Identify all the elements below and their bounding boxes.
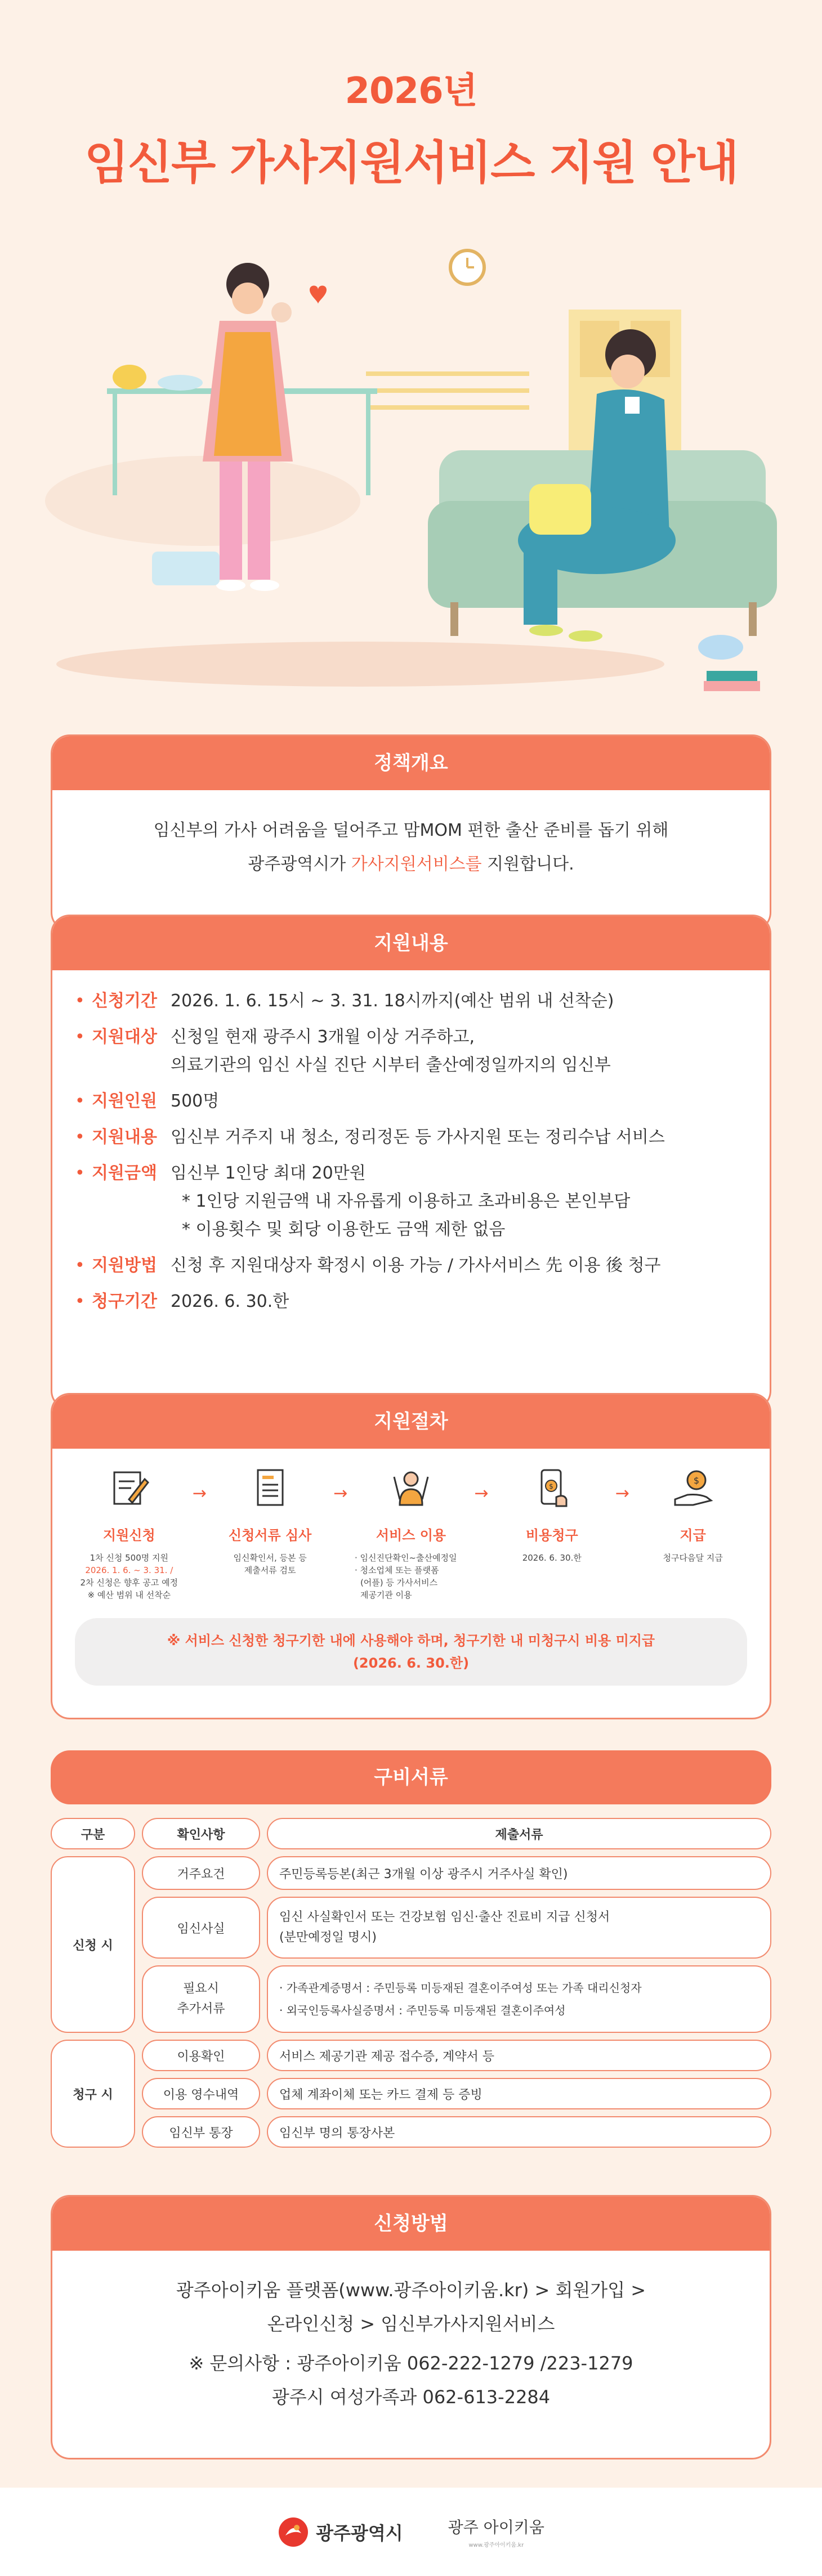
item-value: 임신부 거주지 내 청소, 정리정돈 등 가사지원 또는 정리수납 서비스 <box>171 1127 665 1147</box>
document-item: (분만예정일 명시) <box>279 1930 377 1945</box>
title-year: 2026년 <box>345 70 477 112</box>
step-desc-line: (어플) 등 가사서비스 <box>360 1578 438 1588</box>
step-desc-line: ※ 예산 범위 내 선착순 <box>87 1590 171 1600</box>
check-item: 이용확인 <box>142 2040 260 2071</box>
notice-line: ※ 서비스 신청한 청구기한 내에 사용해야 하며, 청구기한 내 미청구시 비용 미지급 <box>167 1633 655 1648</box>
arrow-icon: → <box>474 1484 489 1503</box>
document-item: 서비스 제공기관 제공 접수증, 계약서 등 <box>267 2040 771 2071</box>
item-value: 500명 <box>171 1091 220 1111</box>
check-item: 이용 영수내역 <box>142 2078 260 2109</box>
step-desc-line: 2차 신청은 향후 공고 예정 <box>80 1578 178 1588</box>
item-value: 2026. 6. 30.한 <box>171 1292 289 1311</box>
step-desc <box>637 1552 749 1564</box>
step-title: 비용청구 <box>525 1527 578 1543</box>
step-title: 신청서류 심사 <box>228 1527 312 1543</box>
logo-text: 광주광역시 <box>316 2522 403 2544</box>
check-item: 임신부 통장 <box>142 2116 260 2148</box>
overview-line <box>52 848 770 881</box>
item-label: 지원대상 <box>92 1027 157 1047</box>
step-title: 지원신청 <box>102 1527 155 1543</box>
table-row <box>142 2040 771 2071</box>
item-label: 지원금액 <box>92 1163 157 1183</box>
step-desc-line: 임신확인서, 등본 등 <box>233 1553 307 1563</box>
overview-line: 임신부의 가사 어려움을 덜어주고 맘MOM 편한 출산 준비를 돕기 위해 <box>153 821 669 840</box>
overview-text <box>52 790 770 881</box>
table-header <box>51 1818 771 1849</box>
method-line: 광주아이키움 플랫폼(www.광주아이키움.kr) > 회원가입 > <box>176 2279 646 2301</box>
item-label: 청구기간 <box>92 1292 157 1311</box>
section-title: 정책개요 <box>52 736 770 790</box>
svg-text:$: $ <box>549 1482 554 1490</box>
logo-text: 광주 아이키움 <box>448 2518 544 2537</box>
procedure-section <box>51 1393 771 1719</box>
procedure-steps <box>52 1449 770 1601</box>
support-item-method: • 지원방법 신청 후 지원대상자 확정시 이용 가능 / 가사서비스 先 이용 後 청구 <box>75 1252 770 1280</box>
support-item-period: • 신청기간 2026. 1. 6. 15시 ~ 3. 31. 18시까지(예산 범위 내 선착순) <box>75 987 770 1015</box>
document-icon <box>248 1466 293 1511</box>
arrow-icon: → <box>333 1484 348 1503</box>
step-desc-line: · 청소업체 또는 플랫폼 <box>354 1565 439 1575</box>
item-note: * 1인당 지원금액 내 자유롭게 이용하고 초과비용은 본인부담 <box>182 1191 631 1211</box>
step-title: 지급 <box>680 1527 706 1543</box>
hero-illustration <box>34 236 788 709</box>
worker-icon <box>388 1466 434 1511</box>
document-item: 주민등록등본(최근 3개월 이상 광주시 거주사실 확인) <box>267 1856 771 1890</box>
arrow-icon: → <box>192 1484 207 1503</box>
contact-line: ※ 문의사항 : 광주아이키움 062-222-1279 /223-1279 <box>189 2353 633 2374</box>
step-title: 서비스 이용 <box>376 1527 446 1543</box>
gwangju-city-logo <box>278 2516 403 2548</box>
item-value: 신청 후 지원대상자 확정시 이용 가능 / 가사서비스 先 이용 後 청구 <box>171 1256 661 1275</box>
step-use <box>355 1466 467 1601</box>
page-title: 임신부 가사지원서비스 지원 안내 <box>84 136 738 190</box>
group-label: 신청 시 <box>51 1856 135 2033</box>
item-note: * 이용횟수 및 회당 이용한도 금액 제한 없음 <box>182 1220 506 1239</box>
item-value: 임신부 1인당 최대 20만원 <box>171 1163 366 1183</box>
gwangju-emblem-icon <box>278 2516 309 2548</box>
support-item-amount: • 지원금액 임신부 1인당 최대 20만원 * 1인당 지원금액 내 자유롭게 이용하고 초과비용은 본인부담 * 이용횟수 및 회당 이용한도 금액 제한 없음 <box>75 1159 770 1244</box>
support-list <box>52 970 770 1316</box>
logo-url: www.광주아이키움.kr <box>468 2542 524 2548</box>
item-value: 신청일 현재 광주시 3개월 이상 거주하고, <box>171 1027 475 1047</box>
overview-text-segment: 지원합니다. <box>481 854 574 874</box>
document-item: 임신부 명의 통장사본 <box>267 2116 771 2148</box>
phone-pay-icon <box>529 1466 574 1511</box>
table-row <box>142 1856 771 1890</box>
step-claim <box>495 1466 608 1601</box>
step-desc-line: 제공기관 이용 <box>360 1590 412 1600</box>
procedure-notice <box>75 1618 747 1686</box>
money-hand-icon <box>671 1466 716 1511</box>
step-desc-line: 1차 신청 500명 지원 <box>90 1553 168 1563</box>
document-item: 임신 사실확인서 또는 건강보험 임신·출산 진료비 지급 신청서 <box>279 1910 610 1924</box>
step-desc <box>214 1552 327 1576</box>
item-label: 지원내용 <box>92 1127 157 1147</box>
svg-text:$: $ <box>693 1475 699 1486</box>
support-item-content: • 지원내용 임신부 거주지 내 청소, 정리정돈 등 가사지원 또는 정리수납 서비스 <box>75 1123 770 1152</box>
method-text <box>52 2251 770 2414</box>
step-desc <box>495 1552 608 1564</box>
item-label: 신청기간 <box>92 991 157 1011</box>
column-header: 구분 <box>51 1818 135 1849</box>
check-item: 필요시 <box>183 1982 219 1996</box>
table-row <box>142 2078 771 2109</box>
table-row <box>142 2116 771 2148</box>
step-desc <box>73 1552 185 1601</box>
application-method-section <box>51 2195 771 2459</box>
claim-group <box>51 2040 771 2148</box>
step-desc-line: 청구다음달 지급 <box>663 1553 723 1563</box>
document-item: · 가족관계증명서 : 주민등록 미등재된 결혼이주여성 또는 가족 대리신청자 <box>279 1981 642 1995</box>
section-title: 지원절차 <box>52 1395 770 1449</box>
page-header <box>0 62 822 192</box>
table-row <box>142 1897 771 1959</box>
check-item: 추가서류 <box>177 2002 225 2016</box>
step-review <box>214 1466 327 1601</box>
highlighted-term: 가사지원서비스를 <box>351 854 482 874</box>
column-header: 확인사항 <box>142 1818 260 1849</box>
section-title: 지원내용 <box>52 916 770 970</box>
step-desc-line: · 임신진단확인~출산예정일 <box>354 1553 457 1563</box>
step-pay <box>637 1466 749 1601</box>
step-desc-line: 2026. 1. 6. ~ 3. 31. / <box>85 1565 173 1575</box>
required-documents-table <box>51 1818 771 2154</box>
overview-text-segment: 광주광역시가 <box>248 854 351 874</box>
item-label: 지원방법 <box>92 1256 157 1275</box>
group-label: 청구 시 <box>51 2040 135 2148</box>
method-line: 온라인신청 > 임신부가사지원서비스 <box>267 2313 555 2335</box>
ikium-logo <box>448 2515 544 2548</box>
required-documents-title: 구비서류 <box>51 1750 771 1804</box>
step-desc <box>355 1552 467 1601</box>
policy-overview-section <box>51 734 771 931</box>
arrow-icon: → <box>615 1484 630 1503</box>
notice-line: (2026. 6. 30.한) <box>352 1655 470 1671</box>
table-row <box>142 1965 771 2033</box>
item-value: 2026. 1. 6. 15시 ~ 3. 31. 18시까지(예산 범위 내 선착순) <box>171 991 614 1011</box>
check-item: 거주요건 <box>142 1856 260 1890</box>
pen-paper-icon <box>106 1466 151 1511</box>
support-details-section <box>51 915 771 1410</box>
support-item-count: • 지원인원 500명 <box>75 1087 770 1115</box>
step-apply <box>73 1466 185 1601</box>
support-item-target: • 지원대상 신청일 현재 광주시 3개월 이상 거주하고, 의료기관의 임신 사실 진단 시부터 출산예정일까지의 임신부 <box>75 1023 770 1079</box>
footer <box>0 2488 822 2576</box>
document-item: · 외국인등록사실증명서 : 주민등록 미등재된 결혼이주여성 <box>279 2004 566 2017</box>
check-item: 임신사실 <box>142 1897 260 1959</box>
step-desc-line: 2026. 6. 30.한 <box>522 1553 582 1563</box>
document-item: 업체 계좌이체 또는 카드 결제 등 증빙 <box>267 2078 771 2109</box>
step-desc-line: 제출서류 검토 <box>244 1565 296 1575</box>
apply-group <box>51 1856 771 2033</box>
item-label: 지원인원 <box>92 1091 157 1111</box>
section-title: 신청방법 <box>52 2197 770 2251</box>
support-item-claim: • 청구기간 2026. 6. 30.한 <box>75 1288 770 1316</box>
item-value: 의료기관의 임신 사실 진단 시부터 출산예정일까지의 임신부 <box>171 1055 611 1075</box>
contact-line: 광주시 여성가족과 062-613-2284 <box>271 2386 551 2408</box>
column-header: 제출서류 <box>267 1818 771 1849</box>
